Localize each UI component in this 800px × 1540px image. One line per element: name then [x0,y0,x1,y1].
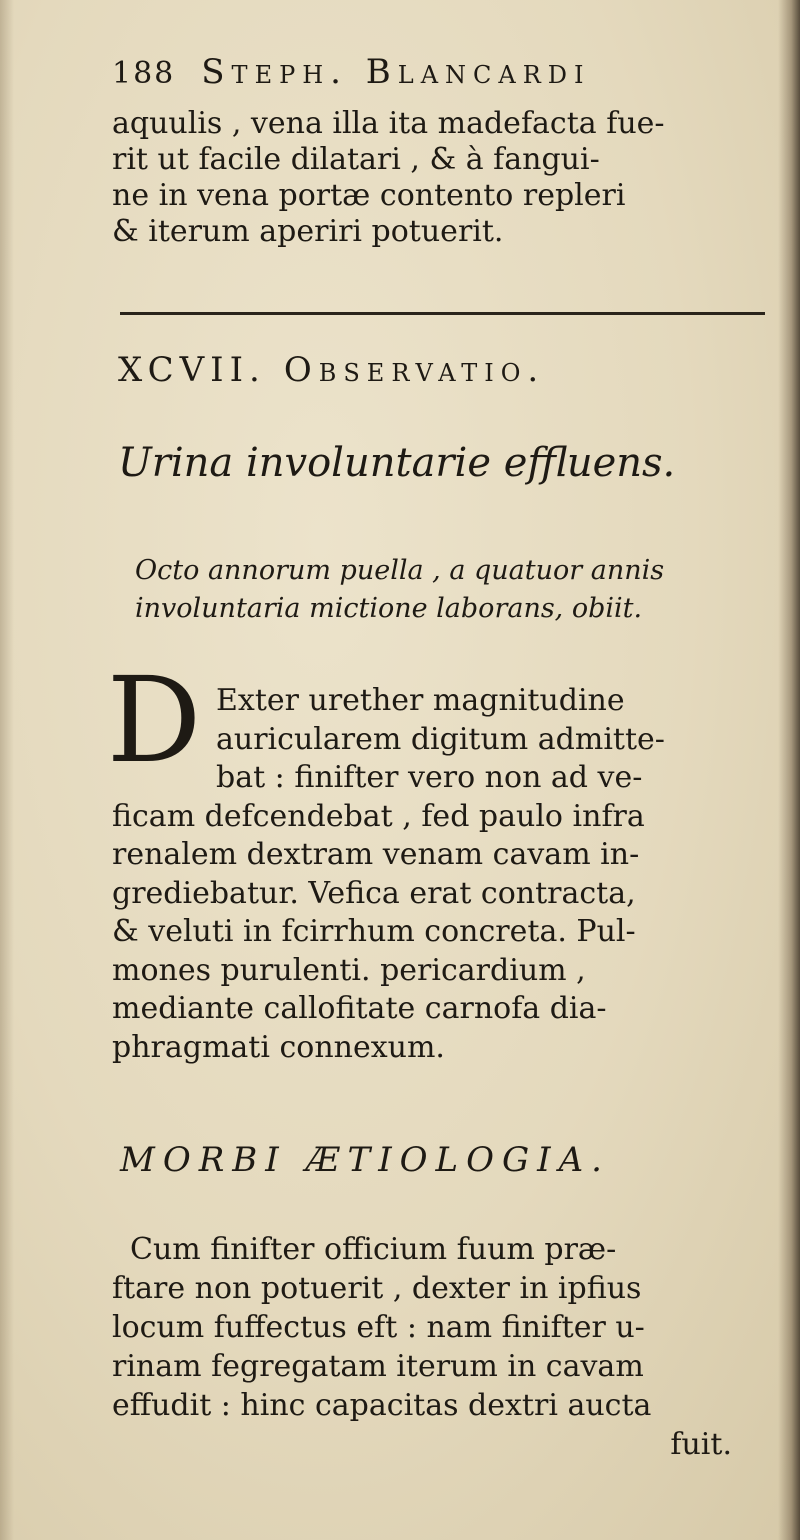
text-line: Exter urether magnitudine [216,683,625,718]
text-line: renalem dextram venam cavam in- [112,837,640,872]
observation-numeral: XCVII. [118,350,266,390]
section-heading: MORBI ÆTIOLOGIA. [120,1140,610,1180]
aetiology-paragraph [112,1230,762,1464]
running-title: Steph. Blancardi [201,52,591,92]
case-summary [135,552,775,628]
text-line: mediante callofitate carnofa dia- [112,991,607,1026]
text-line: aquulis , vena illa ita madefacta fue- [112,106,665,141]
observation-heading [118,350,768,390]
summary-line: involuntaria mictione laborans, obiit. [135,593,643,624]
text-line: effudit : hinc capacitas dextri aucta [112,1388,652,1423]
text-line: bat : finifter vero non ad ve- [216,760,643,795]
text-line: phragmati connexum. [112,1029,445,1065]
observation-subject: Urina involuntarie effluens. [118,440,676,486]
text-line: Cum finifter officium fuum præ- [130,1232,617,1267]
text-line: mones purulenti. pericardium , [112,952,586,988]
binding-edge [778,0,800,1540]
continuation-paragraph [112,106,762,250]
text-line: & iterum aperiri potuerit. [112,214,504,249]
text-line: ftare non potuerit , dexter in ipfius [112,1271,642,1306]
running-header [112,52,712,92]
text-line: auricularem digitum admitte- [216,721,665,757]
observation-label: Observatio. [283,350,546,390]
text-line: grediebatur. Vefica erat contracta, [112,875,636,911]
text-line: locum fuffectus eft : nam finifter u- [112,1310,645,1345]
page-left-shadow [0,0,14,1540]
text-line: fuit. [670,1427,732,1462]
horizontal-rule [120,312,765,315]
text-line: rinam fegregatam iterum in cavam [112,1349,644,1384]
text-line: rit ut facile dilatari , & à fangui- [112,142,600,177]
summary-line: Octo annorum puella , a quatuor annis [135,555,665,586]
text-line: ficam defcendebat , fed paulo infra [112,798,645,834]
page-number: 188 [112,56,176,91]
observation-body [112,682,762,1067]
drop-cap: D [106,651,202,789]
text-line: & veluti in fcirrhum concreta. Pul- [112,914,636,949]
text-line: ne in vena portæ contento repleri [112,178,626,213]
